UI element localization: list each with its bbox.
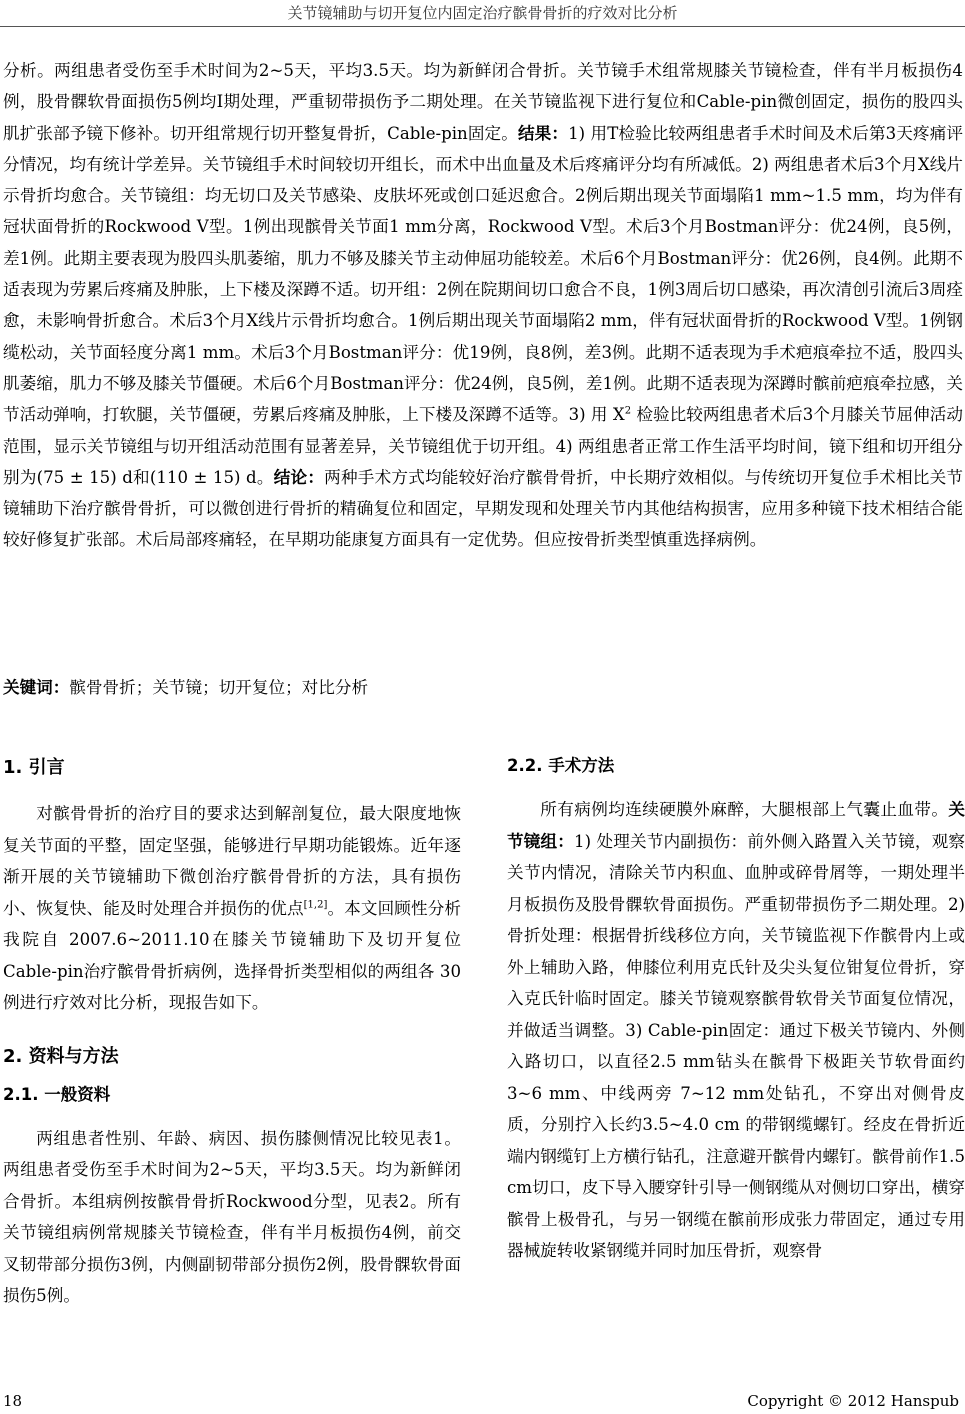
arthroscopy-group-label: 关节镜组： bbox=[507, 800, 965, 851]
section-heading-introduction: 1. 引言 bbox=[3, 757, 65, 778]
intro-text: 对髌骨骨折的治疗目的要求达到解剖复位，最大限度地恢复关节面的平整，固定坚强，能够进行早期功能锻炼。近年逐渐开展的关节镜辅助下微创治疗髌骨骨折的方法，具有损伤小、恢复快、能及时处理合并损伤的优点 bbox=[3, 804, 461, 918]
superscript-2: 2 bbox=[624, 405, 632, 417]
running-header: 关节镜辅助与切开复位内固定治疗髌骨骨折的疗效对比分析 bbox=[287, 4, 678, 22]
abstract-results-text: 1) 用T检验比较两组患者手术时间及术后第3天疼痛评分情况，均有统计学差异。关节镜组手术时间较切开组长，而术中出血量及术后疼痛评分均有所减低。2) 两组患者术后3个月X线片示骨折均愈合。关节镜组：均无切口及关节感染、皮肤坏死或创口延迟愈合。2例后期出现关节面塌陷1 mm~1.5 mm，均为伴有冠状面骨折的Rockwood V型。1例出现髌骨关节面1 mm分离，Rockwood V型。术后3个月Bostman评分：优24例，良5例，差1例。此期主要表现为股四头肌萎缩，肌力不够及膝关节主动伸屈功能较差。术后6个月Bostman评分：优26例，良4例。此期不适表现为劳累后疼痛及肿胀，上下楼及深蹲不适。切开组：2例在院期间切口愈合不良，1例3周后切口感染，再次清创引流后3周痊愈，未影响骨折愈合。术后3个月X线片示骨折均愈合。1例后期出现关节面塌陷2 mm，伴有冠状面骨折的Rockwood V型。1例钢缆松动，关节面轻度分离1 mm。术后3个月Bostman评分：优19例，良8例，差3例。此期不适表现为手术疤痕牵拉不适，股四头肌萎缩，肌力不够及膝关节僵硬。术后6个月Bostman评分：优24例，良5例，差1例。此期不适表现为深蹲时髌前疤痕牵拉感，关节活动弹响，打软腿，关节僵硬，劳累后疼痛及肿胀，上下楼及深蹲不适等。3) 用 X bbox=[3, 123, 964, 425]
keywords-label: 关键词： bbox=[3, 678, 70, 697]
introduction-paragraph bbox=[3, 798, 461, 1019]
surgery-text: 所有病例均连续硬膜外麻醉，大腿根部上气囊止血带。 bbox=[540, 800, 949, 819]
citation-ref: [1,2] bbox=[303, 898, 328, 910]
abstract-paragraph bbox=[3, 55, 963, 556]
header-rule bbox=[0, 26, 965, 27]
keywords bbox=[3, 673, 963, 703]
conclusion-label: 结论： bbox=[273, 467, 325, 487]
surgery-paragraph bbox=[507, 794, 965, 1267]
intro-text-cont: 。本文回顾性分析我院自 2007.6~2011.10在膝关节镜辅助下及切开复位Cable-pin治疗髌骨骨折病例，选择骨折类型相似的两组各 30 例进行疗效对比分析，现报告如下。 bbox=[3, 898, 461, 1012]
page-number: 18 bbox=[3, 1392, 23, 1410]
subsection-heading-surgery: 2.2. 手术方法 bbox=[507, 756, 615, 775]
abstract-results-text-cont: 检验比较两组患者术后3个月膝关节屈伸活动范围，显示关节镜组与切开组活动范围有显著差异，关节镜组优于切开组。4) 两组患者正常工作生活平均时间，镜下组和切开组分别为(75 ± 15) d和(110 ± 15) d。 bbox=[3, 405, 963, 487]
keywords-text: 髌骨骨折；关节镜；切开复位；对比分析 bbox=[69, 678, 369, 697]
results-label: 结果： bbox=[517, 123, 569, 143]
left-column bbox=[3, 748, 461, 1312]
abstract bbox=[3, 55, 963, 556]
abstract-conclusion-text: 两种手术方式均能较好治疗髌骨骨折，中长期疗效相似。与传统切开复位手术相比关节镜辅助下治疗髌骨骨折，可以微创进行骨折的精确复位和固定，早期发现和处理关节内其他结构损害，应用多种镜下技术相结合能较好修复扩张部。术后局部疼痛轻，在早期功能康复方面具有一定优势。但应按骨折类型慎重选择病例。 bbox=[3, 467, 964, 550]
surgery-text-cont: 1) 处理关节内副损伤：前外侧入路置入关节镜，观察关节内情况，清除关节内积血、血肿或碎骨屑等，一期处理半月板损伤及股骨髁软骨面损伤。严重韧带损伤予二期处理。2) 骨折处理：根据骨折线移位方向，关节镜监视下作髌骨内上或外上辅助入路，伸膝位利用克氏针及尖头复位钳复位骨折，穿入克氏针临时固定。膝关节镜观察髌骨软骨关节面复位情况，并做适当调整。3) Cable-pin固定：通过下极关节镜内、外侧入路切口，以直径2.5 mm钻头在髌骨下极距关节软骨面约 3~6 mm、中线两旁 7~12 mm处钻孔，不穿出对侧骨皮质，分别拧入长约3.5~4.0 cm 的带钢缆螺钉。经皮在骨折近端内钢缆钉上方横行钻孔，注意避开髌骨内螺钉。髌骨前作1.5 cm切口，皮下导入腰穿针引导一侧钢缆从对侧切口穿出，横穿髌骨上极骨孔，与另一钢缆在髌前形成张力带固定，通过专用器械旋转收紧钢缆并同时加压骨折，观察骨 bbox=[507, 831, 965, 1260]
section-heading-methods: 2. 资料与方法 bbox=[3, 1045, 119, 1067]
subsection-heading-general: 2.1. 一般资料 bbox=[3, 1084, 111, 1104]
abstract-methods-text: 分析。两组患者受伤至手术时间为2~5天，平均3.5天。均为新鲜闭合骨折。关节镜手术组常规膝关节镜检查，伴有半月板损伤4例，股骨髁软骨面损伤5例均I期处理，严重韧带损伤予二期处理。在关节镜监视下进行复位和Cable-pin微创固定，损伤的股四头肌扩张部予镜下修补。切开组常规行切开整复骨折，Cable-pin固定。 bbox=[3, 61, 963, 143]
right-column bbox=[507, 748, 965, 1267]
copyright-notice: Copyright © 2012 Hanspub bbox=[747, 1392, 959, 1410]
general-data-paragraph: 两组患者性别、年龄、病因、损伤膝侧情况比较见表1。两组患者受伤至手术时间为2~5天，平均3.5天。均为新鲜闭合骨折。本组病例按髌骨骨折Rockwood分型，见表2。所有关节镜组病例常规膝关节镜检查，伴有半月板损伤4例，前交叉韧带部分损伤3例，内侧副韧带部分损伤2例，股骨髁软骨面损伤5例。 bbox=[3, 1128, 461, 1305]
